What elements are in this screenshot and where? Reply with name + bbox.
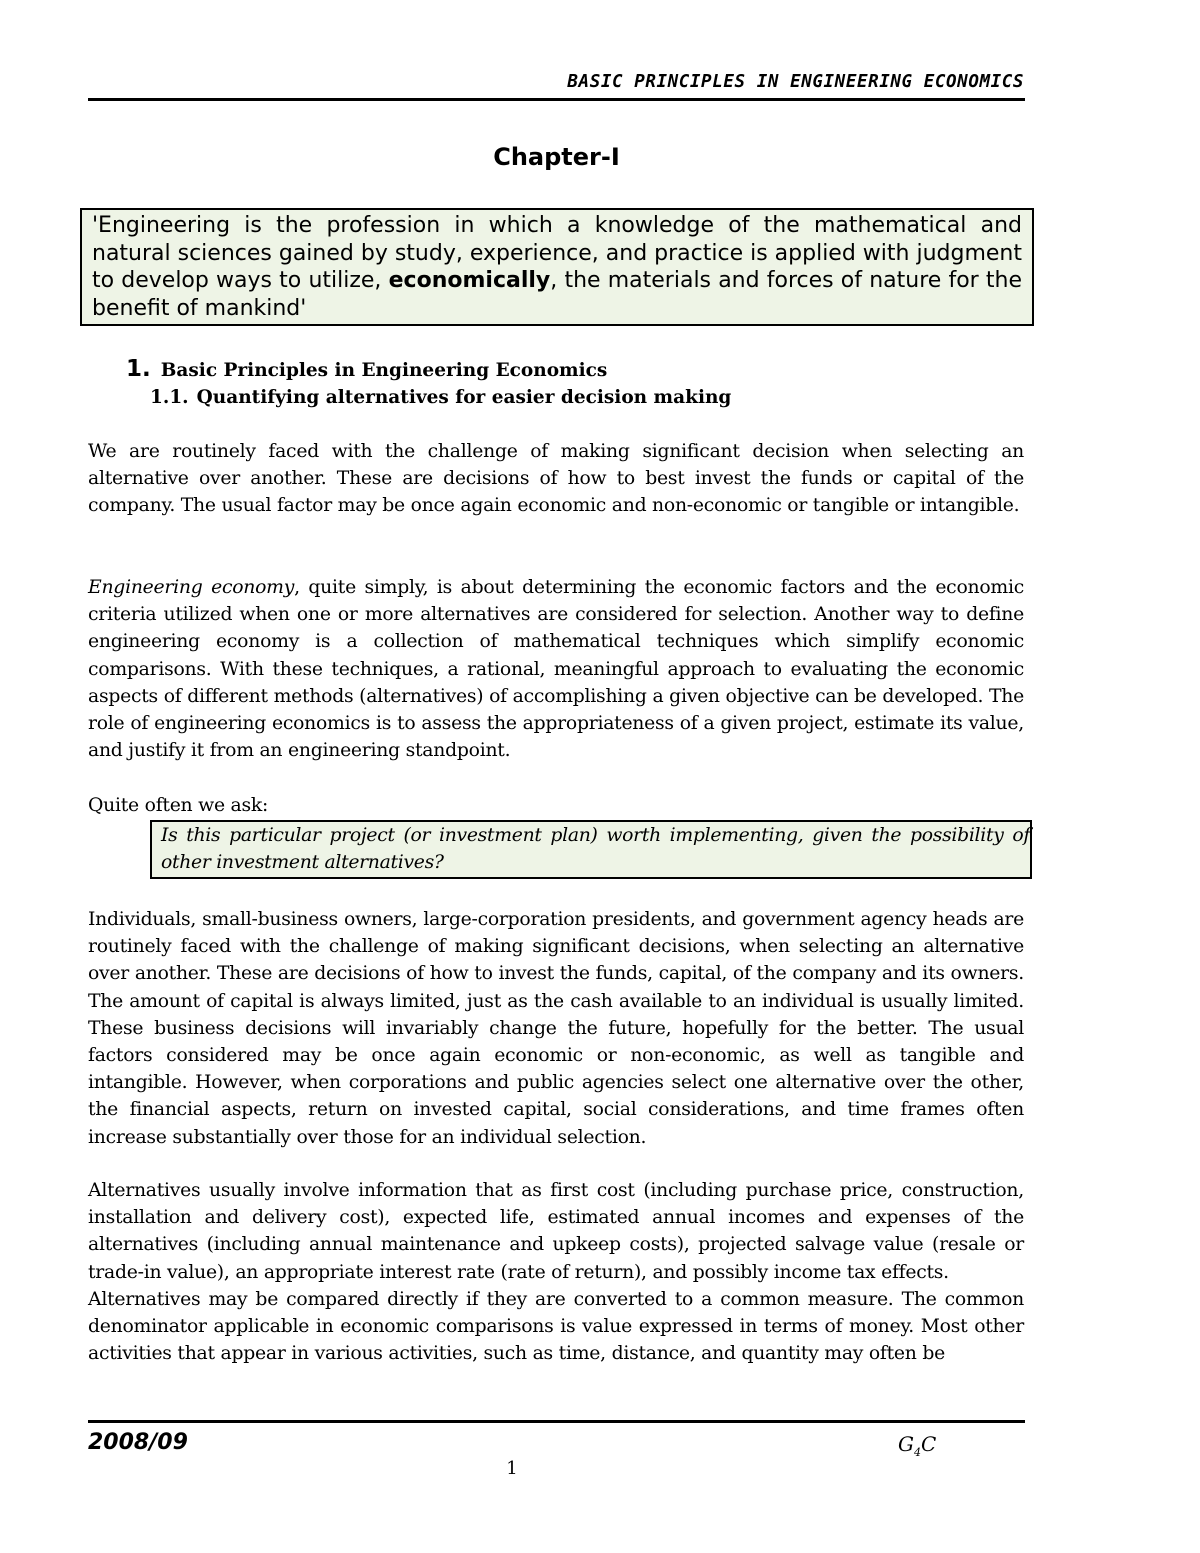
author-prefix: G	[898, 1432, 914, 1456]
paragraph-text	[88, 574, 1024, 764]
paragraph-text-rest: , quite simply, is about determining the economic factors and the economic criteria utilized when one or more alternatives are considered for selection. Another way to define engineering economy is a collection of mathematical techniques which simplify economic comparisons. With these techniques, a rational, meaningful approach to evaluating the economic aspects of different methods (alternatives) of accomplishing a given objective can be developed. The role of engineering economics is to assess the appropriateness of a given project, estimate its value, and justify it from an engineering standpoint.	[88, 577, 1024, 762]
paragraph-text: Individuals, small-business owners, large-corporation presidents, and government agency heads are routinely faced with the challenge of making significant decisions, when selecting an alternative over another. These are decisions of how to invest the funds, capital, of the company and its owners. The amount of capital is always limited, just as the cash available to an individual is usually limited. These business decisions will invariably change the future, hopefully for the better. The usual factors considered may be once again economic or non-economic, as well as tangible and intangible. However, when corporations and public agencies select one alternative over the other, the financial aspects, return on invested capital, social considerations, and time frames often increase substantially over those for an individual selection.	[88, 909, 1024, 1148]
footer-author	[898, 1432, 936, 1459]
paragraph-2	[88, 574, 1024, 764]
definition-text-start: 'Engineering is the profession in which a knowledge of the mathematical and natural sciences gained by study, experience, and practice is applied with judgment to develop ways to utilize,	[92, 213, 1022, 293]
subsection-heading-1-1	[150, 387, 731, 408]
author-suffix: C	[920, 1432, 937, 1456]
footer-year: 2008/09	[88, 1430, 188, 1455]
definition-emphasis: economically	[388, 268, 551, 293]
paragraph-text: Alternatives usually involve information that as first cost (including purchase price, construction, installation and delivery cost), expected life, estimated annual incomes and expenses of the alternatives (including annual maintenance and upkeep costs), projected salvage value (resale or trade-in value), an appropriate interest rate (rate of return), and possibly income tax effects.	[88, 1180, 1024, 1283]
paragraph-text: Alternatives may be compared directly if they are converted to a common measure. The common denominator applicable in economic comparisons is value expressed in terms of money. Most other activities that appear in various activities, such as time, distance, and quantity may often be	[88, 1288, 1024, 1365]
definition-text-end: , the materials and forces of nature for the benefit of mankind'	[92, 268, 1023, 321]
section-number: 1.	[126, 356, 151, 382]
subsection-number: 1.1.	[150, 387, 189, 408]
defined-term: Engineering economy	[88, 577, 295, 598]
author-subscript: 4	[913, 1446, 921, 1459]
paragraph-text: Quite often we ask:	[88, 795, 269, 816]
page-number: 1	[506, 1458, 518, 1479]
subsection-title: Quantifying alternatives for easier decision making	[196, 387, 732, 408]
paragraph-1	[88, 438, 1024, 520]
paragraph-3	[88, 792, 1024, 819]
footer-rule	[88, 1420, 1025, 1423]
chapter-title: Chapter-I	[493, 143, 620, 171]
header-rule	[88, 98, 1025, 101]
paragraph-4	[88, 906, 1024, 1151]
question-box: Is this particular project (or investment plan) worth implementing, given the possibility of other investment alternatives?	[150, 820, 1032, 879]
section-heading-1	[126, 356, 607, 382]
paragraph-text: We are routinely faced with the challenge of making significant decision when selecting an alternative over another. These are decisions of how to best invest the funds or capital of the company. The usual factor may be once again economic and non-economic or tangible or intangible.	[88, 441, 1024, 517]
section-title: Basic Principles in Engineering Economics	[160, 360, 608, 381]
paragraph-5	[88, 1177, 1024, 1367]
definition-quote-box	[80, 208, 1034, 326]
running-header: BASIC PRINCIPLES IN ENGINEERING ECONOMICS	[567, 72, 1024, 92]
